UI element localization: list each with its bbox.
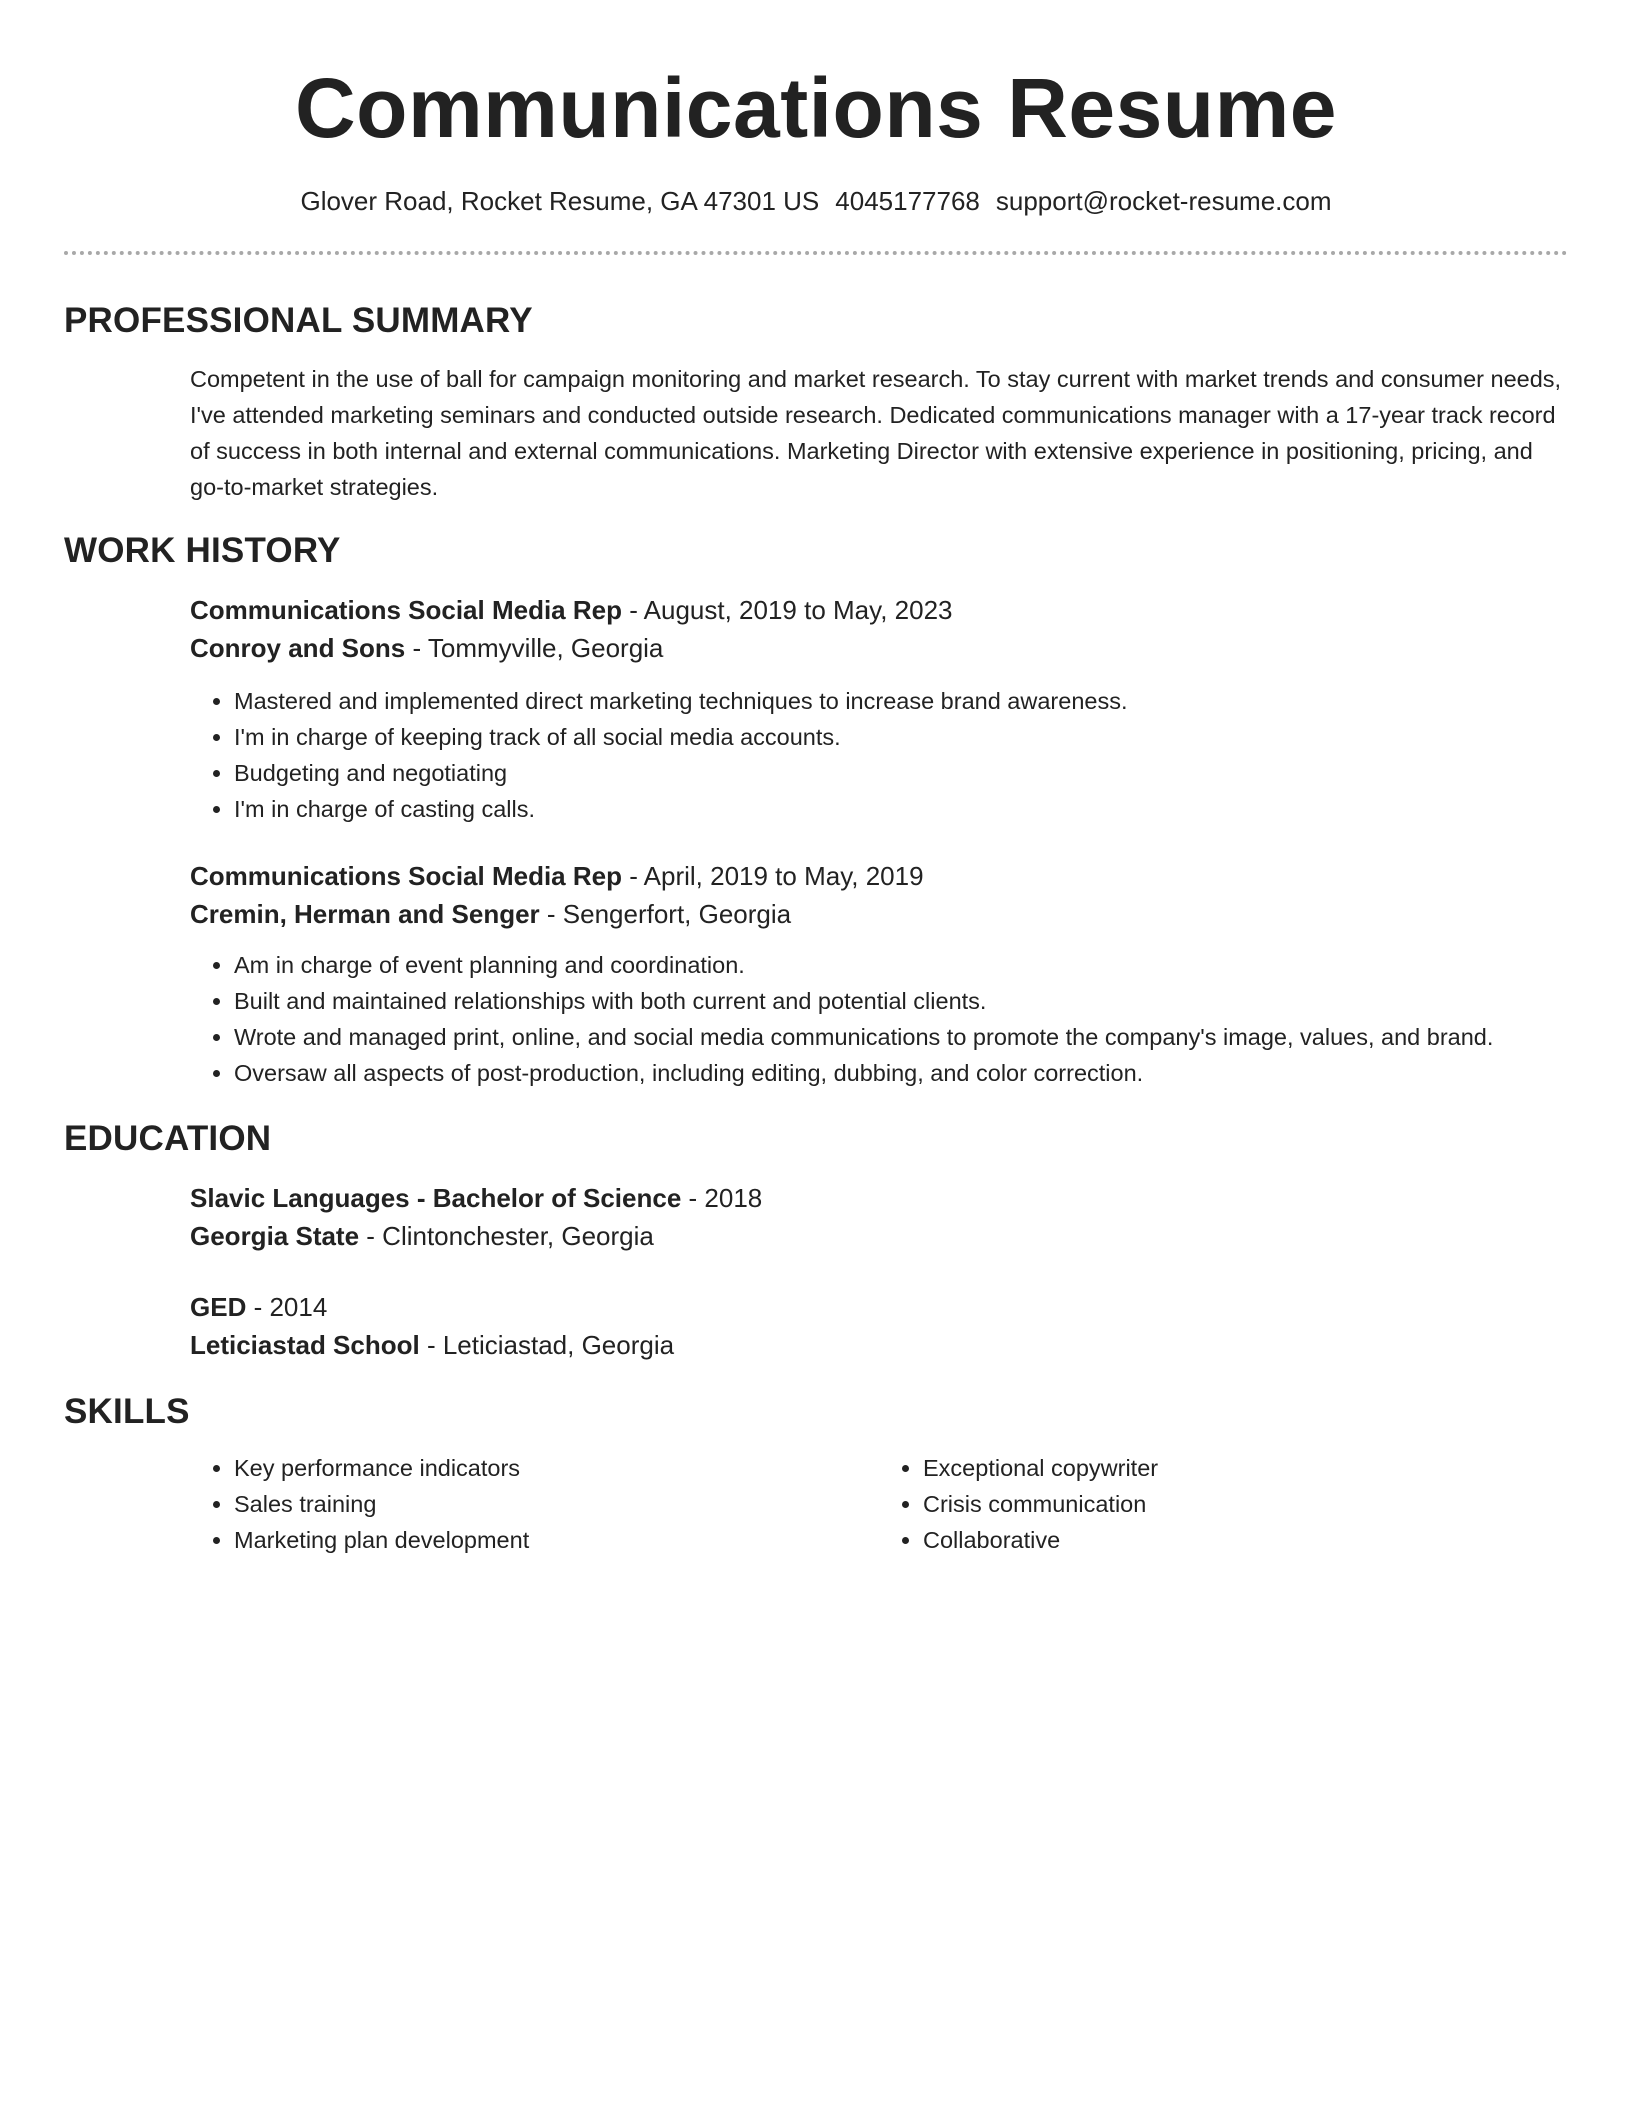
job-entry xyxy=(190,857,1568,1091)
list-item: • Mastered and implemented direct marketing techniques to increase brand awareness. xyxy=(234,683,1568,719)
education-heading: EDUCATION xyxy=(64,1119,272,1158)
contact-phone: 4045177768 xyxy=(835,186,980,216)
list-item: • Budgeting and negotiating xyxy=(234,755,1568,791)
job-company: Conroy and Sons xyxy=(190,633,406,663)
resume-page xyxy=(64,0,1568,1558)
education-location: - Clintonchester, Georgia xyxy=(359,1221,654,1251)
work-section xyxy=(190,591,1568,1091)
list-item: • Exceptional copywriter xyxy=(923,1450,1568,1486)
job-title-line xyxy=(190,857,1568,895)
header-divider xyxy=(64,251,1568,255)
job-location: - Tommyville, Georgia xyxy=(405,633,664,663)
education-entry xyxy=(190,1288,1568,1364)
education-school-line xyxy=(190,1217,1568,1255)
job-dates: - April, 2019 to May, 2019 xyxy=(621,861,924,891)
education-location: - Leticiastad, Georgia xyxy=(419,1330,675,1360)
work-heading: WORK HISTORY xyxy=(64,531,341,570)
list-item: • Am in charge of event planning and coordination. xyxy=(234,947,1568,983)
job-bullets xyxy=(190,947,1568,1091)
skills-list-right xyxy=(879,1450,1568,1558)
education-entry xyxy=(190,1179,1568,1255)
education-school: Leticiastad School xyxy=(190,1330,420,1360)
education-degree-line xyxy=(190,1179,1568,1217)
list-item: • Collaborative xyxy=(923,1522,1568,1558)
job-bullets xyxy=(190,683,1568,827)
job-company-line xyxy=(190,895,1568,933)
education-year: - 2018 xyxy=(681,1183,763,1213)
list-item: • I'm in charge of casting calls. xyxy=(234,791,1568,827)
job-role: Communications Social Media Rep xyxy=(190,595,622,625)
education-year: - 2014 xyxy=(246,1292,328,1322)
resume-name: Communications Resume xyxy=(294,61,1338,155)
list-item: • Built and maintained relationships with both current and potential clients. xyxy=(234,983,1568,1019)
job-location: - Sengerfort, Georgia xyxy=(539,899,792,929)
skills-section xyxy=(190,1450,1568,1558)
list-item: • Sales training xyxy=(234,1486,879,1522)
education-school-line xyxy=(190,1326,1568,1364)
job-dates: - August, 2019 to May, 2023 xyxy=(621,595,953,625)
skills-list-left xyxy=(190,1450,879,1558)
list-item: • Oversaw all aspects of post-production, including editing, dubbing, and color correction. xyxy=(234,1055,1568,1091)
contact-address: Glover Road, Rocket Resume, GA 47301 US xyxy=(300,186,820,216)
education-section xyxy=(190,1179,1568,1364)
job-title-line xyxy=(190,591,1568,629)
education-degree: Slavic Languages - Bachelor of Science xyxy=(190,1183,682,1213)
contact-line xyxy=(64,184,1568,218)
summary-text: Competent in the use of ball for campaign monitoring and market research. To stay current with market trends and consumer needs, I've attended marketing seminars and conducted outside research. Dedicated communications manager with a 17-year track record of success in both internal and external communications. Marketing Director with extensive experience in positioning, pricing, and go-to-market strategies. xyxy=(190,366,1562,500)
education-degree: GED xyxy=(190,1292,247,1322)
job-role: Communications Social Media Rep xyxy=(190,861,622,891)
list-item: • I'm in charge of keeping track of all social media accounts. xyxy=(234,719,1568,755)
list-item: • Key performance indicators xyxy=(234,1450,879,1486)
skills-heading: SKILLS xyxy=(64,1392,190,1431)
summary-heading: PROFESSIONAL SUMMARY xyxy=(64,301,533,340)
list-item: • Marketing plan development xyxy=(234,1522,879,1558)
list-item: • Wrote and managed print, online, and social media communications to promote the company's image, values, and brand. xyxy=(234,1019,1568,1055)
education-degree-line xyxy=(190,1288,1568,1326)
list-item: • Crisis communication xyxy=(923,1486,1568,1522)
summary-section xyxy=(190,361,1568,505)
job-company-line xyxy=(190,629,1568,667)
job-company: Cremin, Herman and Senger xyxy=(190,899,540,929)
education-school: Georgia State xyxy=(190,1221,360,1251)
contact-email: support@rocket-resume.com xyxy=(995,186,1332,216)
job-entry xyxy=(190,591,1568,827)
